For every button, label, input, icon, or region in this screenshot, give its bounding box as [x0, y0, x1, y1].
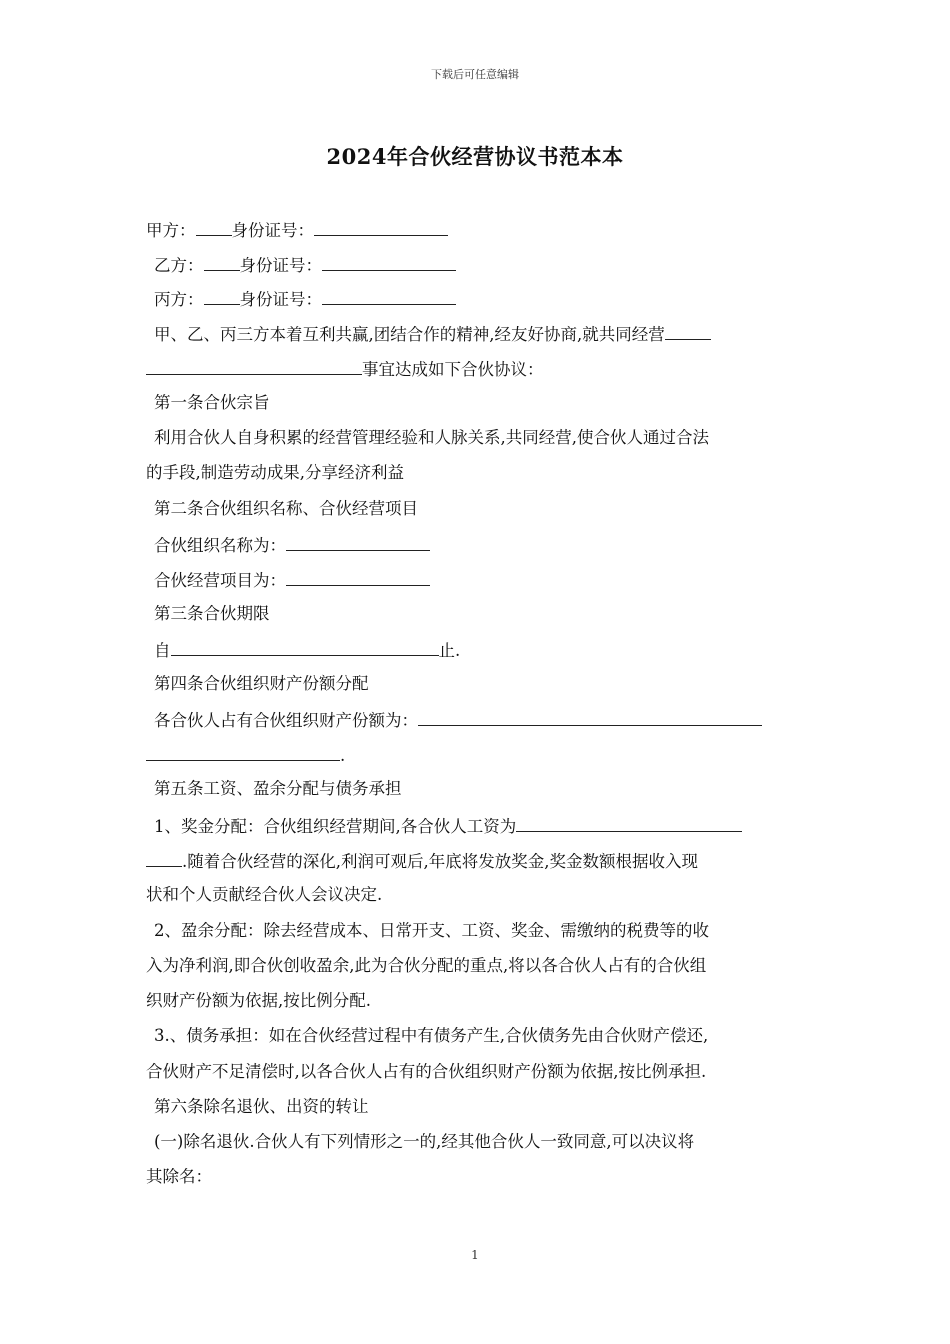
article-5-heading: 第五条工资、盈余分配与债务承担	[154, 779, 402, 798]
party-c-label: 丙方：	[154, 290, 204, 309]
term-end-label: 止.	[438, 641, 461, 660]
business-item-line	[154, 567, 430, 593]
party-c-name-blank	[204, 286, 240, 305]
page-number: 1	[471, 1248, 479, 1262]
article-1-heading: 第一条合伙宗旨	[154, 393, 270, 412]
expulsion-line-2: 其除名：	[146, 1167, 212, 1186]
business-item-blank	[286, 567, 430, 586]
surplus-line-2: 入为净利润,即合伙创收盈余,此为合伙分配的重点,将以各合伙人占有的合伙组	[146, 956, 707, 975]
property-share-line	[154, 707, 762, 733]
document-title: 2024年合伙经营协议书范本本	[326, 144, 624, 169]
party-a-id-label: 身份证号：	[231, 221, 314, 240]
bonus-text-1: 1、奖金分配：合伙组织经营期间,各合伙人工资为	[154, 817, 517, 836]
party-b-label: 乙方：	[154, 256, 204, 275]
party-c-id-blank	[322, 286, 456, 305]
term-from-label: 自	[154, 641, 171, 660]
bonus-text-2: .随着合伙经营的深化,利润可观后,年底将发放奖金,奖金数额根据收入现	[182, 852, 698, 871]
party-c-line	[154, 286, 456, 312]
business-item-label: 合伙经营项目为：	[154, 571, 286, 590]
article-2-heading: 第二条合伙组织名称、合伙经营项目	[154, 499, 418, 518]
debt-line-2: 合伙财产不足清偿时,以各合伙人占有的合伙组织财产份额为依据,按比例承担.	[146, 1062, 707, 1081]
party-c-id-label: 身份证号：	[239, 290, 322, 309]
property-share-blank-1	[418, 707, 762, 726]
property-share-blank-2	[146, 742, 340, 761]
article-1-text-2: 的手段,制造劳动成果,分享经济利益	[146, 463, 404, 482]
property-share-label: 各合伙人占有合伙组织财产份额为：	[154, 711, 418, 730]
party-b-line	[154, 252, 456, 278]
article-4-heading: 第四条合伙组织财产份额分配	[154, 674, 369, 693]
wage-blank-2	[146, 848, 182, 867]
org-name-line	[154, 532, 430, 558]
property-share-end: .	[340, 746, 346, 765]
party-b-id-blank	[322, 252, 456, 271]
term-line	[154, 637, 460, 663]
preamble-text-1: 甲、乙、丙三方本着互利共赢,团结合作的精神,经友好协商,就共同经营	[154, 325, 665, 344]
article-1-text-1: 利用合伙人自身积累的经营管理经验和人脉关系,共同经营,使合伙人通过合法	[154, 428, 709, 447]
article-3-heading: 第三条合伙期限	[154, 604, 270, 623]
bonus-line-2	[146, 848, 698, 874]
org-name-blank	[286, 532, 430, 551]
surplus-line-3: 织财产份额为依据,按比例分配.	[146, 991, 371, 1010]
expulsion-line-1: (一)除名退伙.合伙人有下列情形之一的,经其他合伙人一致同意,可以决议将	[154, 1132, 695, 1151]
party-a-id-blank	[314, 217, 448, 236]
business-blank-2	[146, 356, 362, 375]
debt-line-1: 3.、债务承担：如在合伙经营过程中有债务产生,合伙债务先由合伙财产偿还,	[154, 1026, 709, 1045]
party-a-name-blank	[196, 217, 232, 236]
party-a-line	[146, 217, 448, 243]
property-share-line-2	[146, 742, 345, 768]
article-6-heading: 第六条除名退伙、出资的转让	[154, 1097, 369, 1116]
party-a-label: 甲方：	[146, 221, 196, 240]
surplus-line-1: 2、盈余分配：除去经营成本、日常开支、工资、奖金、需缴纳的税费等的收	[154, 921, 709, 940]
party-b-id-label: 身份证号：	[239, 256, 322, 275]
bonus-line-3: 状和个人贡献经合伙人会议决定.	[146, 885, 383, 904]
bonus-line-1	[154, 813, 742, 839]
preamble-line-1	[154, 321, 711, 347]
term-blank	[171, 637, 439, 656]
business-blank-1	[665, 321, 711, 340]
party-b-name-blank	[204, 252, 240, 271]
preamble-text-2: 事宜达成如下合伙协议：	[362, 360, 544, 379]
page-header: 下载后可任意编辑	[431, 68, 519, 81]
preamble-line-2	[146, 356, 544, 382]
wage-blank-1	[516, 813, 742, 832]
org-name-label: 合伙组织名称为：	[154, 536, 286, 555]
